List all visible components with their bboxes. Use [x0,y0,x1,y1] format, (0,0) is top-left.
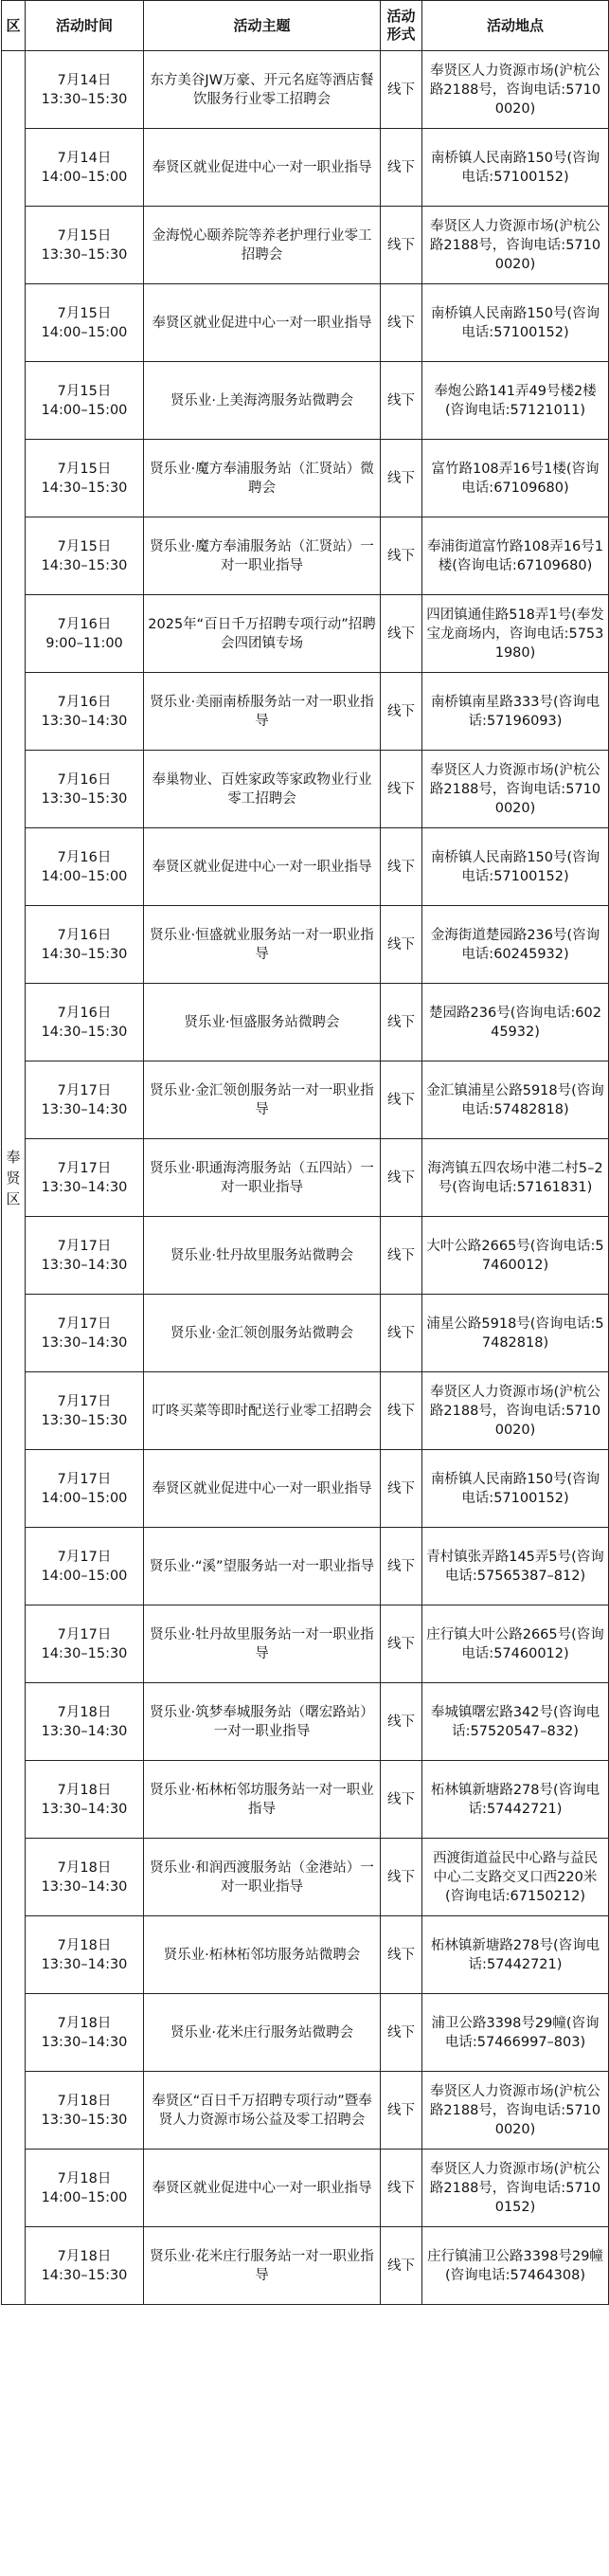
location-cell: 奉贤区人力资源市场(沪杭公路2188号，咨询电话:57100020) [422,2072,609,2150]
time-cell [26,1061,144,1139]
form-cell: 线下 [381,673,422,751]
event-time: 14:30–15:30 [41,2267,128,2283]
form-cell: 线下 [381,1061,422,1139]
time-cell [26,207,144,284]
topic-cell: 奉贤区就业促进中心一对一职业指导 [144,1450,381,1528]
header-location: 活动地点 [422,1,609,51]
topic-cell: 贤乐业·花米庄行服务站一对一职业指导 [144,2227,381,2305]
table-row [2,1683,609,1761]
event-date: 7月15日 [57,461,112,477]
location-cell: 浦星公路5918号(咨询电话:57482818) [422,1295,609,1372]
topic-cell: 贤乐业·恒盛服务站微聘会 [144,984,381,1061]
event-time: 14:30–15:30 [41,480,128,496]
form-cell: 线下 [381,1372,422,1450]
table-row [2,2227,609,2305]
event-date: 7月17日 [57,1238,112,1254]
location-cell: 南桥镇南星路333号(咨询电话:57196093) [422,673,609,751]
topic-cell: 奉巢物业、百姓家政等家政物业行业零工招聘会 [144,751,381,828]
table-row [2,129,609,207]
location-cell: 柘林镇新塘路278号(咨询电话:57442721) [422,1761,609,1839]
time-cell [26,1994,144,2072]
time-cell [26,517,144,595]
time-cell [26,906,144,984]
form-cell: 线下 [381,2150,422,2227]
location-cell: 南桥镇人民南路150号(咨询电话:57100152) [422,284,609,362]
location-cell: 金汇镇浦星公路5918号(咨询电话:57482818) [422,1061,609,1139]
location-cell: 奉浦街道富竹路108弄16号1楼(咨询电话:67109680) [422,517,609,595]
event-date: 7月18日 [57,2015,112,2031]
table-row [2,51,609,129]
table-row [2,207,609,284]
form-cell: 线下 [381,1605,422,1683]
location-cell: 浦卫公路3398号29幢(咨询电话:57466997–803) [422,1994,609,2072]
event-time: 13:30–15:30 [41,91,128,107]
topic-cell: 贤乐业·恒盛就业服务站一对一职业指导 [144,906,381,984]
event-date: 7月17日 [57,1626,112,1642]
topic-cell: 奉贤区就业促进中心一对一职业指导 [144,2150,381,2227]
table-row [2,595,609,673]
table-row [2,1372,609,1450]
location-cell: 奉贤区人力资源市场(沪杭公路2188号，咨询电话:57100152) [422,2150,609,2227]
topic-cell: 奉贤区“百日千万招聘专项行动”暨奉贤人力资源市场公益及零工招聘会 [144,2072,381,2150]
topic-cell: 贤乐业·筑梦奉城服务站（曙宏路站）一对一职业指导 [144,1683,381,1761]
location-cell: 四团镇通佳路518弄1号(奉发宝龙商场内，咨询电话:57531980) [422,595,609,673]
time-cell [26,129,144,207]
time-cell [26,440,144,517]
event-time: 9:00–11:00 [45,635,123,651]
event-time: 13:30–14:30 [41,1723,128,1739]
event-time: 14:00–15:00 [41,324,128,340]
event-time: 13:30–14:30 [41,1101,128,1117]
event-time: 14:00–15:00 [41,2189,128,2205]
event-time: 13:30–15:30 [41,2112,128,2128]
event-time: 13:30–14:30 [41,1878,128,1895]
time-cell [26,673,144,751]
event-date: 7月17日 [57,1471,112,1487]
time-cell [26,595,144,673]
form-cell: 线下 [381,984,422,1061]
event-date: 7月16日 [57,927,112,943]
time-cell [26,828,144,906]
event-time: 13:30–15:30 [41,1412,128,1428]
time-cell [26,2227,144,2305]
event-date: 7月17日 [57,1549,112,1565]
table-row [2,2072,609,2150]
location-cell: 南桥镇人民南路150号(咨询电话:57100152) [422,1450,609,1528]
event-time: 13:30–14:30 [41,713,128,729]
topic-cell: 贤乐业·牡丹故里服务站一对一职业指导 [144,1605,381,1683]
time-cell [26,2150,144,2227]
time-cell [26,1916,144,1994]
event-date: 7月15日 [57,538,112,554]
form-cell: 线下 [381,440,422,517]
event-date: 7月16日 [57,694,112,710]
event-date: 7月15日 [57,227,112,244]
event-date: 7月18日 [57,2248,112,2264]
time-cell [26,284,144,362]
table-row [2,906,609,984]
form-cell: 线下 [381,1994,422,2072]
time-cell [26,362,144,440]
table-row [2,1916,609,1994]
topic-cell: 叮咚买菜等即时配送行业零工招聘会 [144,1372,381,1450]
event-time: 13:30–14:30 [41,1334,128,1351]
event-date: 7月14日 [57,150,112,166]
table-row [2,1839,609,1916]
topic-cell: 奉贤区就业促进中心一对一职业指导 [144,284,381,362]
location-cell: 南桥镇人民南路150号(咨询电话:57100152) [422,129,609,207]
time-cell [26,1528,144,1605]
event-time: 14:00–15:00 [41,169,128,185]
table-row [2,673,609,751]
form-cell: 线下 [381,1683,422,1761]
job-events-table [1,0,609,2305]
topic-cell: 贤乐业·上美海湾服务站微聘会 [144,362,381,440]
topic-cell: 奉贤区就业促进中心一对一职业指导 [144,828,381,906]
form-cell: 线下 [381,284,422,362]
form-cell: 线下 [381,2072,422,2150]
topic-cell: 贤乐业·金汇领创服务站一对一职业指导 [144,1061,381,1139]
event-date: 7月15日 [57,383,112,399]
topic-cell: 贤乐业·柘林柘邻坊服务站一对一职业指导 [144,1761,381,1839]
event-time: 14:00–15:00 [41,1490,128,1506]
location-cell: 奉贤区人力资源市场(沪杭公路2188号，咨询电话:57100020) [422,751,609,828]
form-cell: 线下 [381,1295,422,1372]
event-time: 13:30–14:30 [41,1179,128,1195]
table-row [2,751,609,828]
location-cell: 庄行镇大叶公路2665号(咨询电话:57460012) [422,1605,609,1683]
form-cell: 线下 [381,1761,422,1839]
event-date: 7月16日 [57,616,112,632]
location-cell: 奉炮公路141弄49号楼2楼(咨询电话:57121011) [422,362,609,440]
event-time: 13:30–14:30 [41,1257,128,1273]
location-cell: 大叶公路2665号(咨询电话:57460012) [422,1217,609,1295]
form-cell: 线下 [381,906,422,984]
location-cell: 西渡街道益民中心路与益民中心二支路交叉口西220米(咨询电话:67150212) [422,1839,609,1916]
event-date: 7月17日 [57,1393,112,1409]
header-row [2,1,609,51]
event-date: 7月18日 [57,2093,112,2109]
topic-cell: 贤乐业·美丽南桥服务站一对一职业指导 [144,673,381,751]
form-cell: 线下 [381,1450,422,1528]
event-time: 13:30–14:30 [41,1801,128,1817]
topic-cell: 贤乐业·职通海湾服务站（五四站）一对一职业指导 [144,1139,381,1217]
topic-cell: 奉贤区就业促进中心一对一职业指导 [144,129,381,207]
table-row [2,1217,609,1295]
topic-cell: 贤乐业·花米庄行服务站微聘会 [144,1994,381,2072]
time-cell [26,2072,144,2150]
event-date: 7月17日 [57,1160,112,1176]
event-date: 7月17日 [57,1315,112,1332]
header-district: 区 [2,1,26,51]
event-time: 13:30–14:30 [41,1956,128,1972]
time-cell [26,1217,144,1295]
table-row [2,284,609,362]
location-cell: 楚园路236号(咨询电话:60245932) [422,984,609,1061]
table-row [2,828,609,906]
topic-cell: 贤乐业·魔方奉浦服务站（汇贤站）一对一职业指导 [144,517,381,595]
event-date: 7月16日 [57,771,112,788]
table-row [2,517,609,595]
event-date: 7月16日 [57,849,112,865]
form-cell: 线下 [381,1528,422,1605]
topic-cell: 2025年“百日千万招聘专项行动”招聘会四团镇专场 [144,595,381,673]
time-cell [26,1761,144,1839]
event-time: 14:30–15:30 [41,1645,128,1661]
event-date: 7月18日 [57,2170,112,2186]
event-time: 13:30–15:30 [41,790,128,807]
topic-cell: 贤乐业·魔方奉浦服务站（汇贤站）微聘会 [144,440,381,517]
table-row [2,1528,609,1605]
event-time: 14:00–15:00 [41,402,128,418]
header-form-line1: 活动 [386,8,416,25]
event-time: 13:30–14:30 [41,2034,128,2050]
location-cell: 奉贤区人力资源市场(沪杭公路2188号，咨询电话:57100020) [422,51,609,129]
topic-cell: 贤乐业·和润西渡服务站（金港站）一对一职业指导 [144,1839,381,1916]
form-cell: 线下 [381,207,422,284]
event-time: 14:30–15:30 [41,1024,128,1040]
topic-cell: 贤乐业·牡丹故里服务站微聘会 [144,1217,381,1295]
header-form-line2: 形式 [386,26,416,43]
location-cell: 富竹路108弄16号1楼(咨询电话:67109680) [422,440,609,517]
topic-cell: 金海悦心颐养院等养老护理行业零工招聘会 [144,207,381,284]
location-cell: 青村镇张弄路145弄5号(咨询电话:57565387–812) [422,1528,609,1605]
location-cell: 海湾镇五四农场中港二村5–2号(咨询电话:57161831) [422,1139,609,1217]
table-row [2,362,609,440]
time-cell [26,1295,144,1372]
time-cell [26,984,144,1061]
form-cell: 线下 [381,2227,422,2305]
topic-cell: 东方美谷JW万豪、开元名庭等酒店餐饮服务行业零工招聘会 [144,51,381,129]
event-date: 7月16日 [57,1005,112,1021]
time-cell [26,1372,144,1450]
event-time: 14:00–15:00 [41,868,128,884]
event-date: 7月18日 [57,1937,112,1953]
district-cell: 奉贤区 [2,51,26,2305]
header-form [381,1,422,51]
topic-cell: 贤乐业·“溪”望服务站一对一职业指导 [144,1528,381,1605]
table-row [2,1450,609,1528]
table-row [2,1139,609,1217]
table-row [2,984,609,1061]
form-cell: 线下 [381,751,422,828]
event-date: 7月18日 [57,1704,112,1720]
header-time: 活动时间 [26,1,144,51]
time-cell [26,1605,144,1683]
table-row [2,1761,609,1839]
table-row [2,1994,609,2072]
form-cell: 线下 [381,1839,422,1916]
time-cell [26,1139,144,1217]
event-time: 14:30–15:30 [41,946,128,962]
table-row [2,440,609,517]
time-cell [26,751,144,828]
topic-cell: 贤乐业·柘林柘邻坊服务站微聘会 [144,1916,381,1994]
form-cell: 线下 [381,828,422,906]
form-cell: 线下 [381,517,422,595]
time-cell [26,1450,144,1528]
form-cell: 线下 [381,129,422,207]
event-time: 14:00–15:00 [41,1568,128,1584]
event-time: 13:30–15:30 [41,246,128,263]
form-cell: 线下 [381,1916,422,1994]
table-row [2,1295,609,1372]
location-cell: 柘林镇新塘路278号(咨询电话:57442721) [422,1916,609,1994]
event-date: 7月17日 [57,1082,112,1098]
form-cell: 线下 [381,1139,422,1217]
form-cell: 线下 [381,362,422,440]
location-cell: 金海街道楚园路236号(咨询电话:60245932) [422,906,609,984]
time-cell [26,1839,144,1916]
event-date: 7月18日 [57,1782,112,1798]
table-row [2,1605,609,1683]
time-cell [26,1683,144,1761]
form-cell: 线下 [381,1217,422,1295]
location-cell: 南桥镇人民南路150号(咨询电话:57100152) [422,828,609,906]
location-cell: 奉贤区人力资源市场(沪杭公路2188号，咨询电话:57100020) [422,1372,609,1450]
header-topic: 活动主题 [144,1,381,51]
table-row [2,2150,609,2227]
form-cell: 线下 [381,51,422,129]
time-cell [26,51,144,129]
topic-cell: 贤乐业·金汇领创服务站微聘会 [144,1295,381,1372]
table-row [2,1061,609,1139]
form-cell: 线下 [381,595,422,673]
location-cell: 奉城镇曙宏路342号(咨询电话:57520547–832) [422,1683,609,1761]
event-date: 7月15日 [57,305,112,321]
event-date: 7月18日 [57,1859,112,1876]
location-cell: 庄行镇浦卫公路3398号29幢(咨询电话:57464308) [422,2227,609,2305]
location-cell: 奉贤区人力资源市场(沪杭公路2188号，咨询电话:57100020) [422,207,609,284]
event-date: 7月14日 [57,72,112,88]
event-time: 14:30–15:30 [41,557,128,573]
